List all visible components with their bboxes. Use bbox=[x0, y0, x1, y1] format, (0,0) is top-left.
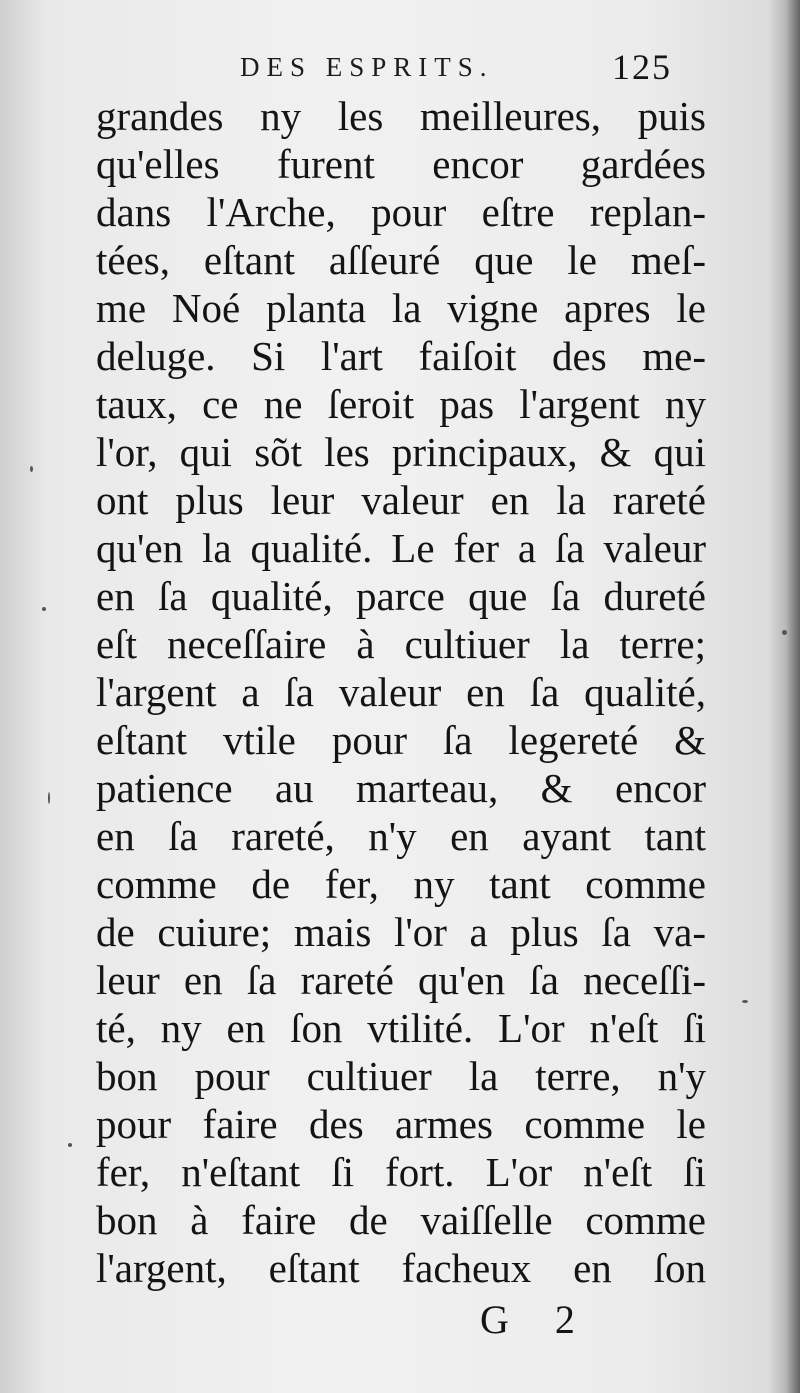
text-line: dans l'Arche, pour eſtre replan- bbox=[96, 189, 706, 235]
text-line: l'or, qui sõt les principaux, & qui bbox=[96, 429, 706, 475]
text-line: fer, n'eſtant ſi fort. L'or n'eſt ſi bbox=[96, 1149, 706, 1195]
text-line: en ſa qualité, parce que ſa dureté bbox=[96, 573, 706, 619]
text-line: pour faire des armes comme le bbox=[96, 1101, 706, 1147]
text-line: l'argent a ſa valeur en ſa qualité, bbox=[96, 669, 706, 715]
text-line: té, ny en ſon vtilité. L'or n'eſt ſi bbox=[96, 1005, 706, 1051]
text-line: eſtant vtile pour ſa legereté & bbox=[96, 717, 706, 763]
text-line: grandes ny les meilleures, puis bbox=[96, 93, 706, 139]
text-line: patience au marteau, & encor bbox=[96, 765, 706, 811]
text-line: me Noé planta la vigne apres le bbox=[96, 285, 706, 331]
text-line: leur en ſa rareté qu'en ſa neceſſi- bbox=[96, 957, 706, 1003]
text-line: ont plus leur valeur en la rareté bbox=[96, 477, 706, 523]
running-head: DES ESPRITS. bbox=[240, 52, 494, 82]
page-header bbox=[0, 46, 800, 86]
paper-speck bbox=[742, 1000, 748, 1003]
text-line: eſt neceſſaire à cultiuer la terre; bbox=[96, 621, 706, 667]
paper-speck bbox=[782, 630, 787, 635]
paper-speck bbox=[48, 792, 50, 804]
text-line: tées, eſtant aſſeuré que le meſ- bbox=[96, 237, 706, 283]
text-line: qu'elles furent encor gardées bbox=[96, 141, 706, 187]
page-edge-shadow bbox=[786, 0, 800, 1393]
paper-speck bbox=[30, 466, 33, 472]
text-line: bon à faire de vaiſſelle comme bbox=[96, 1197, 706, 1243]
text-line: deluge. Si l'art faiſoit des me- bbox=[96, 333, 706, 379]
text-line: bon pour cultiuer la terre, n'y bbox=[96, 1053, 706, 1099]
text-line: l'argent, eſtant facheux en ſon bbox=[96, 1245, 706, 1291]
body-text bbox=[96, 92, 726, 1292]
paper-speck bbox=[68, 1143, 72, 1147]
page-number: 125 bbox=[612, 47, 672, 87]
page-footer bbox=[0, 1296, 800, 1346]
paper-speck bbox=[42, 607, 46, 611]
text-line: qu'en la qualité. Le fer a ſa valeur bbox=[96, 525, 706, 571]
text-line: taux, ce ne ſeroit pas l'argent ny bbox=[96, 381, 706, 427]
text-line: en ſa rareté, n'y en ayant tant bbox=[96, 813, 706, 859]
text-line: de cuiure; mais l'or a plus ſa va- bbox=[96, 909, 706, 955]
text-line: comme de fer, ny tant comme bbox=[96, 861, 706, 907]
signature-mark: G 2 bbox=[480, 1297, 593, 1342]
